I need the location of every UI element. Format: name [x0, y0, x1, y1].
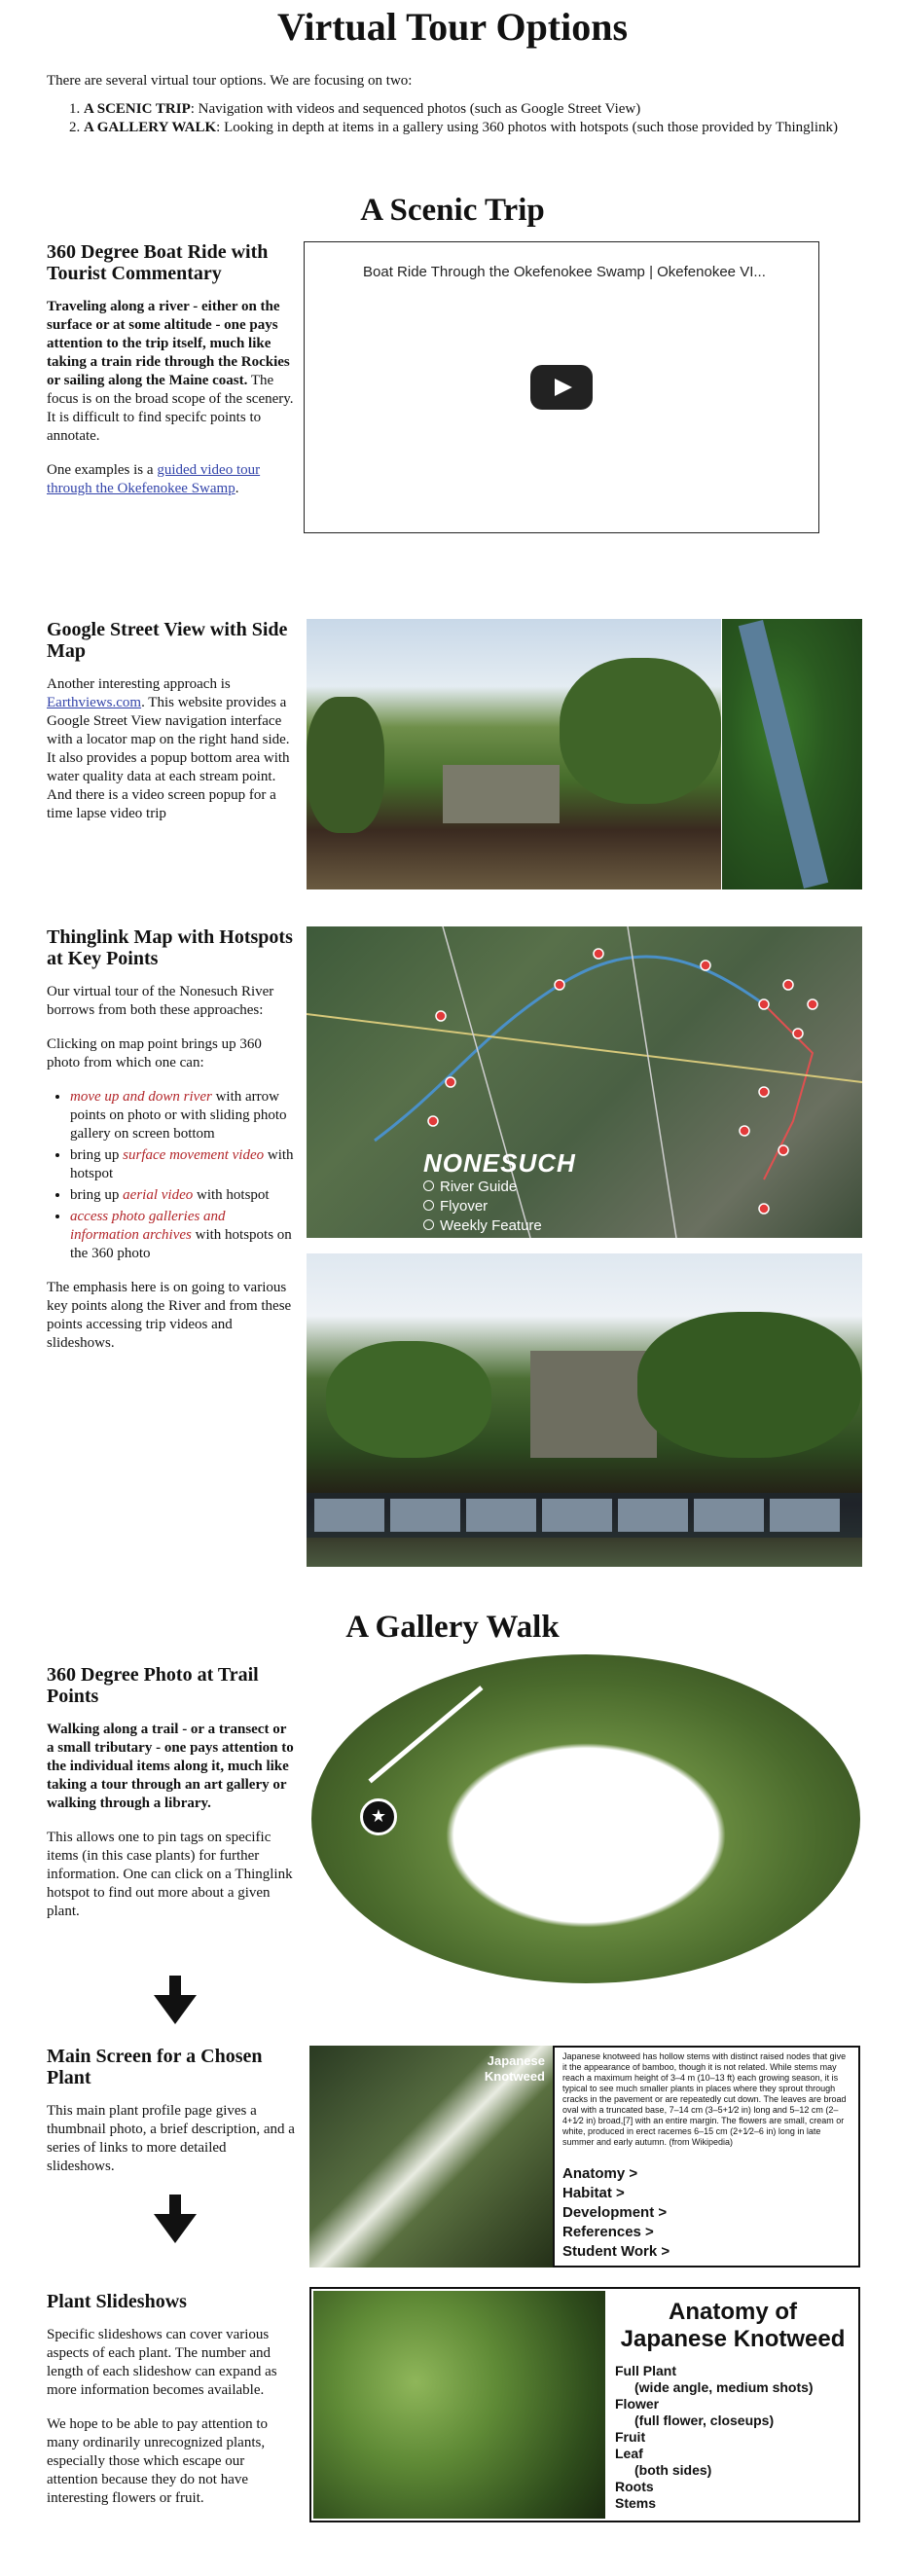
item-label: Roots — [615, 2479, 654, 2494]
slideshows-title: Plant Slideshows — [47, 2291, 187, 2312]
tree-shape — [560, 658, 721, 804]
trail-360-photo[interactable] — [311, 1654, 860, 1983]
map-option-river-guide[interactable] — [423, 1178, 542, 1197]
boat-ride-title: 360 Degree Boat Ride with Tourist Commentary — [47, 241, 269, 284]
streetview-text — [47, 675, 295, 823]
streetview-photo — [307, 619, 721, 889]
option-label: Weekly Feature — [440, 1217, 542, 1234]
anatomy-item[interactable] — [615, 2479, 814, 2495]
anatomy-item[interactable] — [615, 2363, 814, 2396]
okefenokee-video-link[interactable]: guided video tour through the Okefenokee Swamp — [47, 462, 261, 496]
slideshows-p2: We hope to be able to pay attention to many ordinarily unrecognized plants, especially those which escape our attention because they do not have interesting flowers or fruit. — [47, 2416, 269, 2506]
item-label: Leaf — [615, 2446, 643, 2461]
item-label: Fruit — [615, 2429, 646, 2445]
side-map-aerial-photo — [722, 619, 862, 889]
star-hotspot-icon[interactable]: ★ — [360, 1798, 397, 1835]
streetview-title: Google Street View with Side Map — [47, 619, 288, 662]
radio-icon — [423, 1180, 434, 1191]
student-work-link[interactable]: Student Work > — [562, 2243, 670, 2260]
gallery-thumbnails[interactable] — [314, 1499, 840, 1532]
item-pre: bring up — [70, 1187, 124, 1203]
thinglink-p3: The emphasis here is on going to various key points along the River and from these points accessing trip videos and slideshows. — [47, 1280, 292, 1351]
thinglink-list — [47, 1088, 295, 1263]
map-option-weekly-feature[interactable] — [423, 1216, 542, 1236]
item-sub: (both sides) — [634, 2462, 712, 2478]
thinglink-p1: Our virtual tour of the Nonesuch River borrows from both these approaches: — [47, 984, 274, 1018]
option-name: A SCENIC TRIP — [84, 101, 191, 117]
nonesuch-logo: NONESUCH — [423, 1148, 576, 1178]
streetview-text-prefix: Another interesting approach is — [47, 676, 231, 692]
option-item — [84, 119, 864, 137]
item-text: with hotspot — [70, 1147, 294, 1181]
thinglink-title: Thinglink Map with Hotspots at Key Points — [47, 926, 293, 969]
river-shape — [739, 620, 828, 889]
list-item — [70, 1186, 295, 1205]
plant-info-panel — [553, 2046, 860, 2268]
item-text: with arrow points on photo or with sliding photo gallery on screen bottom — [70, 1089, 287, 1142]
anatomy-link[interactable]: Anatomy > — [562, 2165, 638, 2182]
anatomy-item[interactable] — [615, 2495, 814, 2512]
section-heading-gallery: A Gallery Walk — [345, 1610, 560, 1645]
trail-column — [47, 1664, 295, 1937]
hotspot-line — [368, 1686, 483, 1783]
boat-ride-column — [47, 241, 295, 514]
thinglink-360-photo[interactable] — [307, 1253, 862, 1567]
item-sub: (wide angle, medium shots) — [634, 2379, 814, 2395]
option-list — [47, 100, 864, 137]
tree-shape — [307, 697, 384, 833]
option-label: River Guide — [440, 1179, 518, 1195]
slideshows-column — [47, 2291, 295, 2523]
intro — [47, 72, 864, 137]
list-item — [70, 1208, 295, 1263]
item-sub: (full flower, closeups) — [634, 2413, 775, 2428]
radio-icon — [423, 1200, 434, 1211]
item-text: with hotspot — [193, 1187, 270, 1203]
main-screen-title: Main Screen for a Chosen Plant — [47, 2046, 263, 2088]
intro-text: There are several virtual tour options. We are focusing on two: — [47, 73, 413, 89]
option-name: A GALLERY WALK — [84, 120, 217, 135]
play-button-icon[interactable] — [530, 365, 593, 410]
thinglink-column — [47, 926, 295, 1368]
tree-shape — [326, 1341, 491, 1458]
item-label: Flower — [615, 2396, 660, 2412]
item-pre: bring up — [70, 1147, 124, 1163]
habitat-link[interactable]: Habitat > — [562, 2185, 625, 2201]
plant-links — [562, 2164, 670, 2262]
photo-gallery-strip[interactable] — [307, 1493, 862, 1538]
earthviews-link[interactable]: Earthviews.com — [47, 695, 142, 710]
main-screen-column — [47, 2046, 295, 2192]
plant-description: Japanese knotweed has hollow stems with distinct raised nodes that give it the appearance of bamboo, though it is not related. While stems may reach a maximum height of 3–4 m (10–13 ft) each growing season, it is typical to see much smaller plants in places where they sprout through cracks in the pavement or are repeatedly cut down. The leaves are broad oval with a truncated base, 7–14 cm (3–5+1⁄2 in) long and 5–12 cm (2–4+1⁄2 in) broad,[7] with an entire margin. The flowers are small, cream or white, produced in erect racemes 6–15 cm (2+1⁄2–6 in) long in late summer and early autumn. (from Wikipedia) — [562, 2051, 847, 2147]
streetview-column — [47, 619, 295, 839]
map-routes — [307, 926, 862, 1238]
knotweed-flower-photo — [309, 2046, 553, 2268]
plant-label: Japanese Knotweed — [484, 2053, 545, 2084]
boat-ride-example — [47, 461, 295, 498]
anatomy-item[interactable] — [615, 2396, 814, 2429]
list-item — [70, 1088, 295, 1143]
red-text: move up and down river — [70, 1089, 212, 1105]
anatomy-item[interactable] — [615, 2429, 814, 2446]
item-label: Stems — [615, 2495, 657, 2511]
thinglink-map[interactable] — [307, 926, 862, 1238]
video-title[interactable]: Boat Ride Through the Okefenokee Swamp | Okefenokee VI... — [363, 264, 766, 280]
anatomy-item[interactable] — [615, 2446, 814, 2479]
boat-ride-plain-text: The focus is on the broad scope of the scenery. It is difficult to find specifc points to annotate. — [47, 373, 294, 444]
example-suffix: . — [235, 481, 239, 496]
red-text: aerial video — [123, 1187, 194, 1203]
tree-shape — [637, 1312, 861, 1458]
trail-text: This allows one to pin tags on specific items (in this case plants) for further information. One can click on a Thinglink hotspot to find out more about a given plant. — [47, 1830, 293, 1919]
item-text: with hotspots on the 360 photo — [70, 1227, 292, 1261]
map-option-flyover[interactable] — [423, 1197, 542, 1216]
anatomy-title-line1: Anatomy of — [669, 2299, 797, 2325]
page-title: Virtual Tour Options — [276, 5, 629, 49]
map-options — [423, 1178, 542, 1236]
option-text: : Looking in depth at items in a gallery using 360 photos with hotspots (such those provided by Thinglink) — [216, 120, 839, 135]
embedded-video[interactable] — [304, 241, 819, 533]
stone-ruin-shape — [443, 765, 560, 823]
list-item — [70, 1146, 295, 1183]
anatomy-items — [615, 2363, 814, 2512]
boat-ride-bold-text: Traveling along a river - either on the surface or at some altitude - one pays attention to the trip itself, much like taking a train ride through the Rockies or sailing along the Maine coast. — [47, 299, 290, 388]
streetview-text-suffix: . This website provides a Google Street View navigation interface with a locator map on the right hand side. It also provides a popup bottom area with water quality data at each stream point. And there is a video screen popup for a time lapse video trip — [47, 695, 290, 821]
anatomy-title-line2: Japanese Knotweed — [620, 2326, 846, 2352]
red-text: access photo galleries and information archives — [70, 1209, 226, 1243]
boat-ride-text — [47, 298, 295, 446]
thinglink-p2: Clicking on map point brings up 360 photo from which one can: — [47, 1036, 262, 1070]
knotweed-leaf-photo — [313, 2291, 605, 2519]
anatomy-title — [611, 2299, 854, 2353]
option-text: : Navigation with videos and sequenced photos (such as Google Street View) — [190, 101, 641, 117]
radio-icon — [423, 1219, 434, 1230]
development-link[interactable]: Development > — [562, 2204, 668, 2221]
anatomy-slideshow-card — [309, 2287, 860, 2522]
option-label: Flyover — [440, 1198, 489, 1215]
slideshows-p1: Specific slideshows can cover various aspects of each plant. The number and length of each slideshow can expand as more information becomes available. — [47, 2327, 277, 2398]
references-link[interactable]: References > — [562, 2224, 654, 2240]
trail-bold-text: Walking along a trail - or a transect or a small tributary - one pays attention to the individual items along it, much like taking a tour through an art gallery or walking through a library. — [47, 1722, 294, 1811]
example-prefix: One examples is a — [47, 462, 158, 478]
red-text: surface movement video — [123, 1147, 265, 1163]
main-screen-text: This main plant profile page gives a thumbnail photo, a brief description, and a series of links to more detailed slideshows. — [47, 2103, 295, 2174]
trail-title: 360 Degree Photo at Trail Points — [47, 1664, 259, 1707]
item-label: Full Plant — [615, 2363, 676, 2378]
section-heading-scenic: A Scenic Trip — [360, 193, 545, 228]
option-item — [84, 100, 864, 119]
